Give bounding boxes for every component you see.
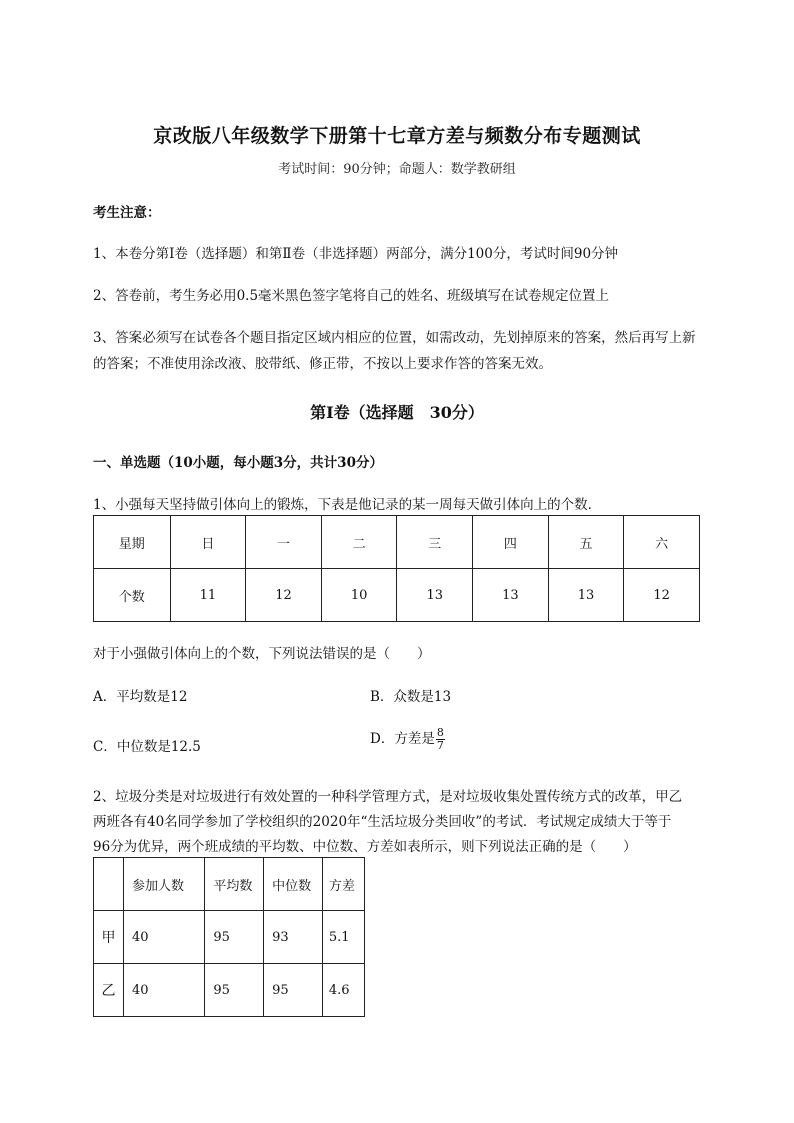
q1-option-b[interactable]: B．众数是13	[370, 689, 452, 705]
table-cell: 星期	[94, 516, 171, 569]
table-cell: 10	[321, 569, 397, 622]
table-cell: 个数	[94, 569, 171, 622]
section-title: 第Ⅰ卷（选择题 30分）	[310, 403, 484, 422]
table-cell: 乙	[94, 964, 124, 1017]
table-cell: 参加人数	[124, 858, 205, 911]
q1-option-d[interactable]	[370, 727, 445, 752]
table-cell: 一	[246, 516, 322, 569]
table-cell: 13	[548, 569, 624, 622]
notice-item-1: 1、本卷分第Ⅰ卷（选择题）和第Ⅱ卷（非选择题）两部分，满分100分，考试时间90分钟	[93, 246, 619, 262]
table-cell: 13	[473, 569, 549, 622]
table-cell	[94, 858, 124, 911]
notice-heading: 考生注意：	[93, 205, 161, 221]
table-cell: 13	[397, 569, 473, 622]
fraction-numerator: 8	[436, 726, 444, 739]
q2-stem-line-3: 96分为优异，两个班成绩的平均数、中位数、方差如表所示，则下列说法正确的是（ ）	[93, 839, 637, 855]
table-cell: 93	[264, 911, 323, 964]
q1-option-c[interactable]: C．中位数是12.5	[93, 739, 201, 755]
q2-stem-line-1: 2、垃圾分类是对垃圾进行有效处置的一种科学管理方式，是对垃圾收集处置传统方式的改革，甲乙	[93, 789, 683, 805]
table-cell: 三	[397, 516, 473, 569]
q2-table	[93, 857, 365, 1017]
fraction-denominator: 7	[436, 739, 444, 752]
exam-title: 京改版八年级数学下册第十七章方差与频数分布专题测试	[153, 125, 641, 147]
table-cell: 六	[624, 516, 700, 569]
q1-prompt: 对于小强做引体向上的个数，下列说法错误的是（ ）	[93, 646, 431, 662]
q1-stem: 1、小强每天坚持做引体向上的锻炼，下表是他记录的某一周每天做引体向上的个数．	[93, 497, 602, 513]
table-cell: 40	[124, 911, 205, 964]
table-cell: 95	[264, 964, 323, 1017]
table-cell: 4.6	[322, 964, 364, 1017]
table-cell: 二	[321, 516, 397, 569]
q1-option-a[interactable]: A．平均数是12	[93, 689, 188, 705]
table-cell: 日	[170, 516, 246, 569]
q1-table-data-row	[94, 569, 700, 622]
exam-subtitle: 考试时间：90分钟；命题人：数学教研组	[278, 162, 516, 177]
q2-table-row	[94, 964, 365, 1017]
table-cell: 95	[205, 964, 264, 1017]
table-cell: 平均数	[205, 858, 264, 911]
table-cell: 40	[124, 964, 205, 1017]
table-cell: 甲	[94, 911, 124, 964]
table-cell: 方差	[322, 858, 364, 911]
q1-option-d-label: D．方差是	[370, 731, 435, 747]
q2-table-row	[94, 911, 365, 964]
q1-table-header-row	[94, 516, 700, 569]
table-cell: 11	[170, 569, 246, 622]
table-cell: 12	[624, 569, 700, 622]
table-cell: 95	[205, 911, 264, 964]
part-heading: 一、单选题（10小题，每小题3分，共计30分）	[93, 455, 383, 471]
table-cell: 12	[246, 569, 322, 622]
notice-item-3-line-1: 3、答案必须写在试卷各个题目指定区域内相应的位置，如需改动，先划掉原来的答案，然后再写上新	[93, 330, 696, 346]
table-cell: 5.1	[322, 911, 364, 964]
table-cell: 中位数	[264, 858, 323, 911]
q2-table-header-row	[94, 858, 365, 911]
notice-item-2: 2、答卷前，考生务必用0.5毫米黑色签字笔将自己的姓名、班级填写在试卷规定位置上	[93, 288, 610, 304]
fraction	[436, 727, 445, 752]
table-cell: 五	[548, 516, 624, 569]
table-cell: 四	[473, 516, 549, 569]
q1-table	[93, 515, 700, 622]
notice-item-3-line-2: 的答案；不准使用涂改液、胶带纸、修正带，不按以上要求作答的答案无效。	[93, 356, 552, 372]
q2-stem-line-2: 两班各有40名同学参加了学校组织的2020年“生活垃圾分类回收”的考试．考试规定成绩大于等于	[93, 814, 672, 830]
